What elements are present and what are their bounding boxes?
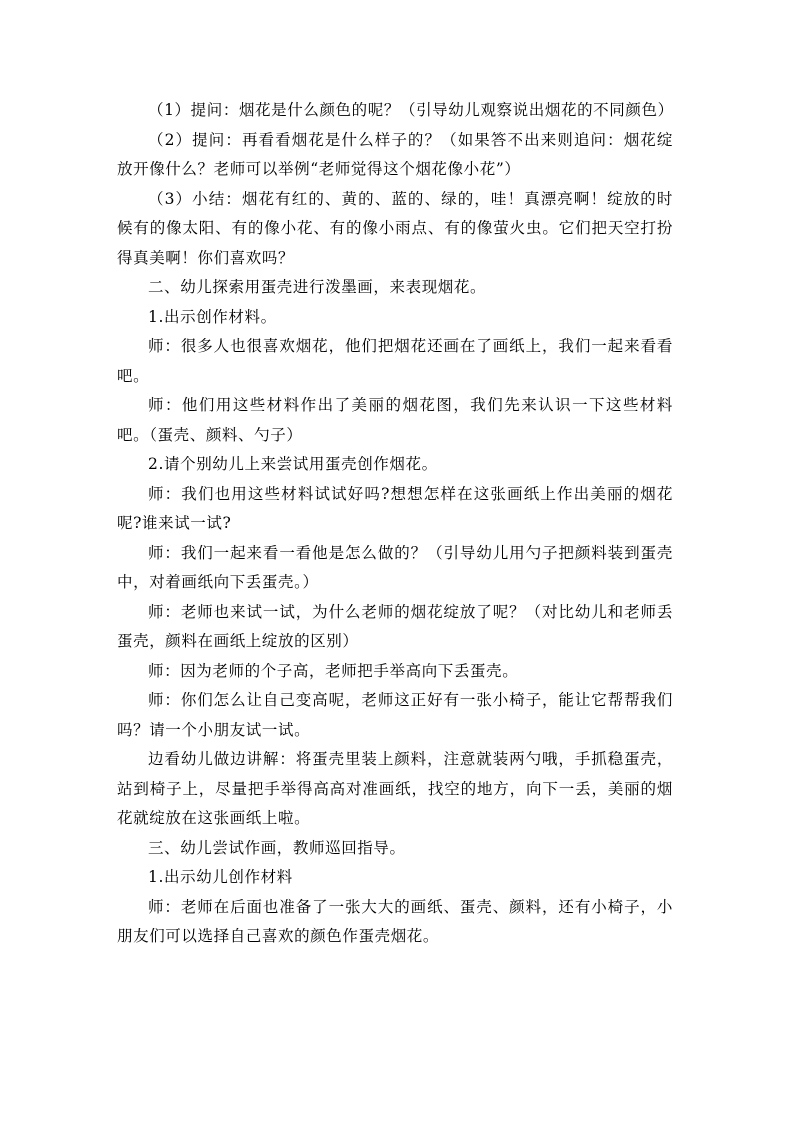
section-heading-2: 二、幼儿探索用蛋壳进行泼墨画，来表现烟花。 [148,278,487,296]
paragraph-teacher-materials: 师：他们用这些材料作出了美丽的烟花图，我们先来认识一下这些材料吧。（蛋壳、颜料、勺子） [117,396,673,444]
document-body [117,96,673,952]
paragraph-summary: （3）小结：烟花有红的、黄的、蓝的、绿的，哇！真漂亮啊！绽放的时候有的像太阳、有的像小花、有的像小雨点、有的像萤火虫。它们把天空打扮得真美啊！你们喜欢吗？ [117,189,673,267]
paragraph-teacher-intro: 师：很多人也很喜欢烟花，他们把烟花还画在了画纸上，我们一起来看看吧。 [117,337,673,385]
paragraph-explanation: 边看幼儿做边讲解：将蛋壳里装上颜料，注意就装两勺哦，手抓稳蛋壳，站到椅子上，尽量把手举得高高对准画纸，找空的地方，向下一丢，美丽的烟花就绽放在这张画纸上啦。 [117,750,673,827]
section-heading-3: 三、幼儿尝试作画，教师巡回指导。 [148,838,406,857]
paragraph-teacher-try: 师：我们也用这些材料试试好吗?想想怎样在这张画纸上作出美丽的烟花呢?谁来试一试? [117,484,673,532]
step-child-materials: 1.出示幼儿创作材料 [148,868,293,886]
paragraph-teacher-demo: 师：老师也来试一试，为什么老师的烟花绽放了呢？（对比幼儿和老师丢蛋壳，颜料在画纸上绽放的区别） [117,602,673,650]
paragraph-teacher-chair: 师：你们怎么让自己变高呢，老师这正好有一张小椅子，能让它帮帮我们吗？请一个小朋友试一试。 [117,691,673,739]
step-child-try: 2.请个别幼儿上来尝试用蛋壳创作烟花。 [148,455,438,473]
paragraph-question-color: （1）提问：烟花是什么颜色的呢？（引导幼儿观察说出烟花的不同颜色） [148,101,674,119]
paragraph-teacher-height: 师：因为老师的个子高，老师把手举高向下丢蛋壳。 [148,661,519,680]
paragraph-question-shape: （2）提问：再看看烟花是什么样子的？（如果答不出来则追问：烟花绽放开像什么？老师可以举例“老师觉得这个烟花像小花”） [117,130,673,178]
paragraph-teacher-watch: 师：我们一起来看一看他是怎么做的？（引导幼儿用勺子把颜料装到蛋壳中，对着画纸向下丢蛋壳。） [117,543,673,591]
paragraph-teacher-prepared: 师：老师在后面也准备了一张大大的画纸、蛋壳、颜料，还有小椅子，小朋友们可以选择自己喜欢的颜色作蛋壳烟花。 [117,897,673,945]
step-show-materials: 1.出示创作材料。 [148,307,277,326]
